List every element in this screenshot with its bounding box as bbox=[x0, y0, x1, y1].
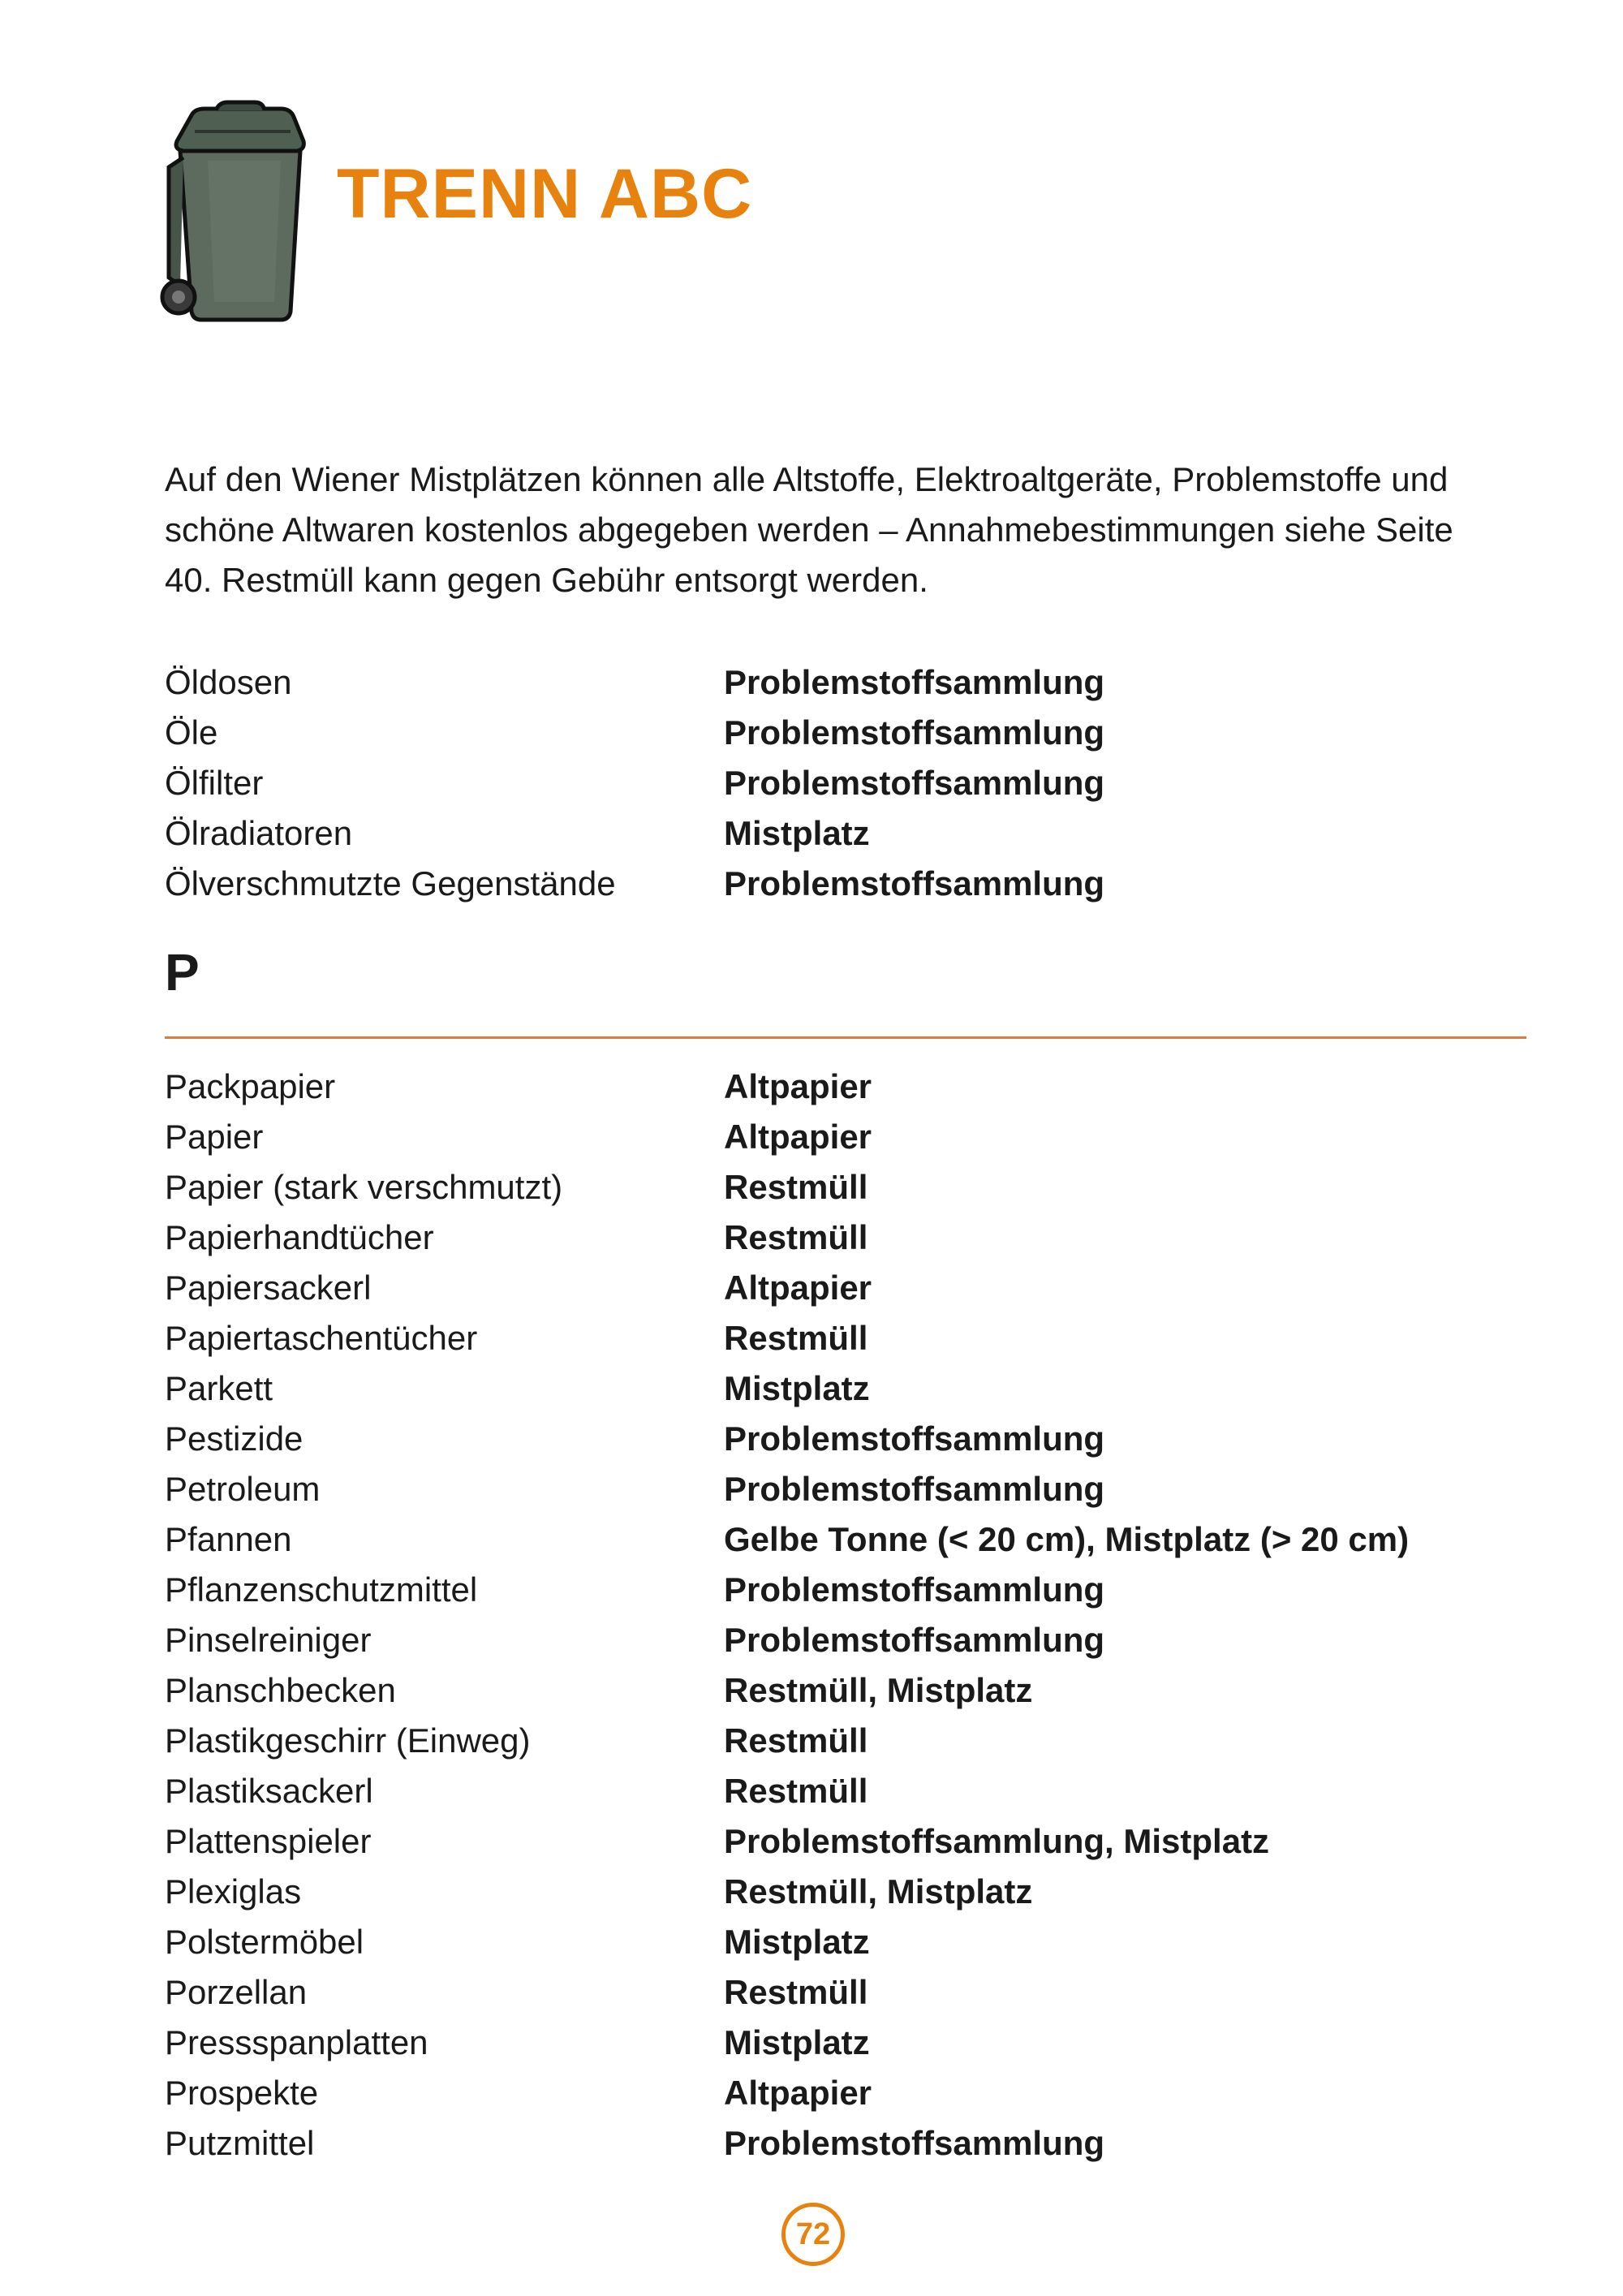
disposal-method: Problemstoffsammlung bbox=[724, 663, 1105, 701]
list-item bbox=[165, 657, 1104, 708]
list-item bbox=[165, 1565, 1409, 1615]
disposal-method: Problemstoffsammlung bbox=[724, 2124, 1105, 2162]
list-item bbox=[165, 808, 1104, 859]
list-item bbox=[165, 1062, 1409, 1112]
disposal-method: Altpapier bbox=[724, 1118, 872, 1156]
item-name: Prospekte bbox=[165, 2074, 319, 2112]
disposal-method: Problemstoffsammlung bbox=[724, 713, 1105, 752]
disposal-method: Mistplatz bbox=[724, 814, 870, 852]
intro-paragraph: Auf den Wiener Mistplätzen können alle Altstoffe, Elektroaltgeräte, Problemstoffe und schöne Altwaren kostenlos abgegeben werden – Annahmebestimmungen siehe Seite 40. Restmüll kann gegen Gebühr entsorgt werden. bbox=[165, 460, 1453, 599]
list-item bbox=[165, 1514, 1409, 1565]
disposal-method: Restmüll bbox=[724, 1319, 868, 1357]
item-name: Ölradiatoren bbox=[165, 814, 353, 852]
list-item bbox=[165, 1162, 1409, 1213]
item-name: Polstermöbel bbox=[165, 1923, 364, 1961]
item-name: Öldosen bbox=[165, 663, 292, 701]
list-item bbox=[165, 1665, 1409, 1716]
item-name: Pfannen bbox=[165, 1520, 292, 1558]
disposal-method: Restmüll bbox=[724, 1218, 868, 1256]
disposal-method: Altpapier bbox=[724, 2074, 872, 2112]
disposal-method: Problemstoffsammlung, Mistplatz bbox=[724, 1822, 1270, 1860]
item-name: Papier bbox=[165, 1118, 264, 1156]
item-name: Pinselreiniger bbox=[165, 1621, 372, 1659]
section-o-list bbox=[165, 657, 1104, 909]
item-name: Papiersackerl bbox=[165, 1269, 372, 1307]
disposal-method: Problemstoffsammlung bbox=[724, 1419, 1105, 1458]
waste-bin-icon bbox=[159, 99, 307, 325]
list-item bbox=[165, 859, 1104, 909]
list-item bbox=[165, 1464, 1409, 1514]
item-name: Pestizide bbox=[165, 1419, 304, 1458]
item-name: Papierhandtücher bbox=[165, 1218, 434, 1256]
disposal-method: Problemstoffsammlung bbox=[724, 1570, 1105, 1609]
page-number: 72 bbox=[781, 2203, 845, 2266]
disposal-method: Problemstoffsammlung bbox=[724, 864, 1105, 902]
item-name: Plastikgeschirr (Einweg) bbox=[165, 1721, 531, 1760]
list-item bbox=[165, 1263, 1409, 1313]
list-item bbox=[165, 1867, 1409, 1917]
item-name: Papier (stark verschmutzt) bbox=[165, 1168, 563, 1206]
list-item bbox=[165, 1766, 1409, 1816]
disposal-method: Mistplatz bbox=[724, 1369, 870, 1407]
item-name: Plattenspieler bbox=[165, 1822, 372, 1860]
disposal-method: Mistplatz bbox=[724, 2023, 870, 2061]
disposal-method: Restmüll, Mistplatz bbox=[724, 1671, 1033, 1709]
item-name: Öle bbox=[165, 713, 218, 752]
item-name: Parkett bbox=[165, 1369, 273, 1407]
page-title: TRENN ABC bbox=[337, 155, 753, 233]
section-p-list bbox=[165, 1062, 1409, 2169]
list-item bbox=[165, 1615, 1409, 1665]
list-item bbox=[165, 2068, 1409, 2118]
section-heading-p: P bbox=[165, 943, 200, 1002]
section-divider bbox=[165, 1036, 1526, 1039]
item-name: Pflanzenschutzmittel bbox=[165, 1570, 478, 1609]
item-name: Planschbecken bbox=[165, 1671, 396, 1709]
item-name: Petroleum bbox=[165, 1470, 321, 1508]
list-item bbox=[165, 758, 1104, 808]
list-item bbox=[165, 1363, 1409, 1414]
disposal-method: Problemstoffsammlung bbox=[724, 1621, 1105, 1659]
disposal-method: Altpapier bbox=[724, 1067, 872, 1105]
disposal-method: Gelbe Tonne (< 20 cm), Mistplatz (> 20 cm) bbox=[724, 1520, 1410, 1558]
list-item bbox=[165, 1313, 1409, 1363]
disposal-method: Mistplatz bbox=[724, 1923, 870, 1961]
disposal-method: Restmüll bbox=[724, 1168, 868, 1206]
list-item bbox=[165, 1716, 1409, 1766]
list-item bbox=[165, 1414, 1409, 1464]
item-name: Plastiksackerl bbox=[165, 1772, 373, 1810]
list-item bbox=[165, 1967, 1409, 2018]
item-name: Plexiglas bbox=[165, 1872, 302, 1910]
item-name: Pressspanplatten bbox=[165, 2023, 428, 2061]
disposal-method: Altpapier bbox=[724, 1269, 872, 1307]
item-name: Packpapier bbox=[165, 1067, 336, 1105]
item-name: Ölfilter bbox=[165, 764, 264, 802]
list-item bbox=[165, 1213, 1409, 1263]
item-name: Putzmittel bbox=[165, 2124, 315, 2162]
list-item bbox=[165, 2118, 1409, 2169]
list-item bbox=[165, 1112, 1409, 1162]
disposal-method: Problemstoffsammlung bbox=[724, 764, 1105, 802]
item-name: Ölverschmutzte Gegenstände bbox=[165, 864, 616, 902]
list-item bbox=[165, 1917, 1409, 1967]
list-item bbox=[165, 2018, 1409, 2068]
disposal-method: Restmüll bbox=[724, 1721, 868, 1760]
disposal-method: Restmüll bbox=[724, 1973, 868, 2011]
item-name: Papiertaschentücher bbox=[165, 1319, 478, 1357]
list-item bbox=[165, 708, 1104, 758]
list-item bbox=[165, 1816, 1409, 1867]
disposal-method: Restmüll bbox=[724, 1772, 868, 1810]
disposal-method: Restmüll, Mistplatz bbox=[724, 1872, 1033, 1910]
page-header bbox=[159, 99, 307, 325]
disposal-method: Problemstoffsammlung bbox=[724, 1470, 1105, 1508]
item-name: Porzellan bbox=[165, 1973, 308, 2011]
